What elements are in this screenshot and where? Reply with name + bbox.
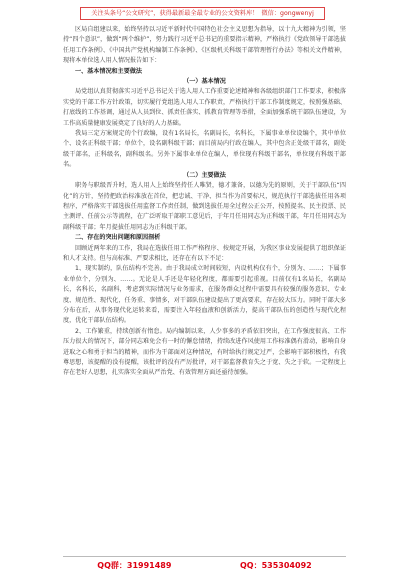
promo-text: 关注头条号“公文研究”，获得最新最全最专业的公文资料库！	[91, 10, 259, 17]
promo-banner	[80, 7, 325, 20]
qq-group: QQ群：31991489	[97, 560, 172, 570]
body-paragraph: 回顾近两年来的工作，我局在选拔任用工作严格程序、按规定开展，为我区事业发展提供了组织保证和人才支持。但与高标准、严要求相比，还存在有以下不足：	[63, 244, 346, 262]
subsection-heading-practices: （二）主要做法	[183, 171, 226, 179]
document-body	[63, 25, 346, 379]
wechat-id: 微信：gongwenyj	[261, 10, 314, 17]
numbered-paragraph-1: 1、现实制约，队伍结构不完善。由于我局成立时间较短，内设机构仅有个，分别为、……；下属事业单位个，分别为、……。无论是人手还是年轻化程度，都需要引起重视。目前仅有1名局长，名副局长，名科长，名副科，考虑到实际情况与业务需求，在服务群众过程中需要具有较强的服务意识、专业度、规范性、现代化，任务重、事情多，对干部队伍建设提出了更高要求，存在较大压力。同时干部大多分布在后，从事务现代化运转来看，需要注入年轻血液和创新活力，提高干部队伍的创造性与现代化程度，优化干部队伍结构。	[63, 265, 346, 325]
section-heading-1: 一、基本情况和主要做法	[75, 67, 143, 75]
body-paragraph: 我局三定方案规定的个行政编，设有1名局长，名副局长，名科长，下属事业单位设编个，其中单位个、设名正科级干部；单位个，设名副科级干部；而目前局内行政在编人，其中包含正处级干部名，副处级干部名，正科级名，副科级名。另外下属事业单位在编人，单位现有科级干部名，单位现有科级干部名。	[63, 130, 346, 169]
intro-paragraph: 区局自组建以来，始终坚持以习近平新时代中国特色社会主义思想为指导，以十九大精神为引领，坚持“四个意识”，做到“两个维护”，努力践行习近平总书记的重要指示精神，严格执行《党政领导干部选拔任用工作条例》、《中国共产党机构编制工作条例》、《区级机关科级干部管理暂行办法》等相关文件精神，现将本单位选人用人情况报告如下：	[63, 26, 346, 65]
numbered-paragraph-2: 2、工作繁重，持续创新有惰怠。局内编制以来，人少事多的矛盾依旧突出，在工作强度很高、工作压力很大的情况下，部分同志难免会有一时的懈怠情绪，持续改进作风使用工作标准偶有滑动，影响自身迸取之心和勇于担当的精神，而作为干部面对这种情况，有时给执行规定过严，会影响干部积极性，有我尊思想，该提醒的没有提醒，该批评的没有严厉批评，对干部监督教育失之于宽、失之于软。一定程度上存在老好人思想，扎实落实全面从严治党、有效管理方面还亟待加强。	[63, 327, 346, 377]
section-heading-2: 二、存在的突出问题和原因剖析	[75, 234, 161, 242]
footer-bar	[63, 558, 346, 572]
subsection-heading-basic: （一）基本情况	[183, 78, 226, 86]
footer-divider	[63, 556, 346, 557]
qq-number: QQ：535304092	[240, 560, 312, 570]
body-paragraph: 局党组认真贯彻落实习近平总书记关于选人用人工作重要论述精神和各级组织部门工作要求，积极落实党的干部工作方针政策，切实履行党组选人用人工作职责，严格执行干部工作制度规定，按照强基础、打底线的工作基调，通过从人员到位、抓责任落实、抓教育管理等举措，全面加强系统干部队伍建设，为工作高质量健康发展奠定了良好的人力基础。	[63, 88, 346, 127]
body-paragraph: 职务与职级晋升时，选人用人上始终坚持任人唯贤，德才兼备，以德为先的原则，关于干部队伍“四化”的方针，坚持把政治标准放在首位，把忠诚、干净、担当作为首要标尺，规范执行干部选拔任用各项程序，严格落实干部选拔任用监督工作责任制，做到选拔任用全过程公正公开，按照提名、民主投票、民主测评、任前公示等流程，在广泛听取干部职工意见后，于年月任用同志为正科级干部，年月任用同志为副科级干部；年月提拔任用同志为正科级干部。	[63, 182, 346, 231]
